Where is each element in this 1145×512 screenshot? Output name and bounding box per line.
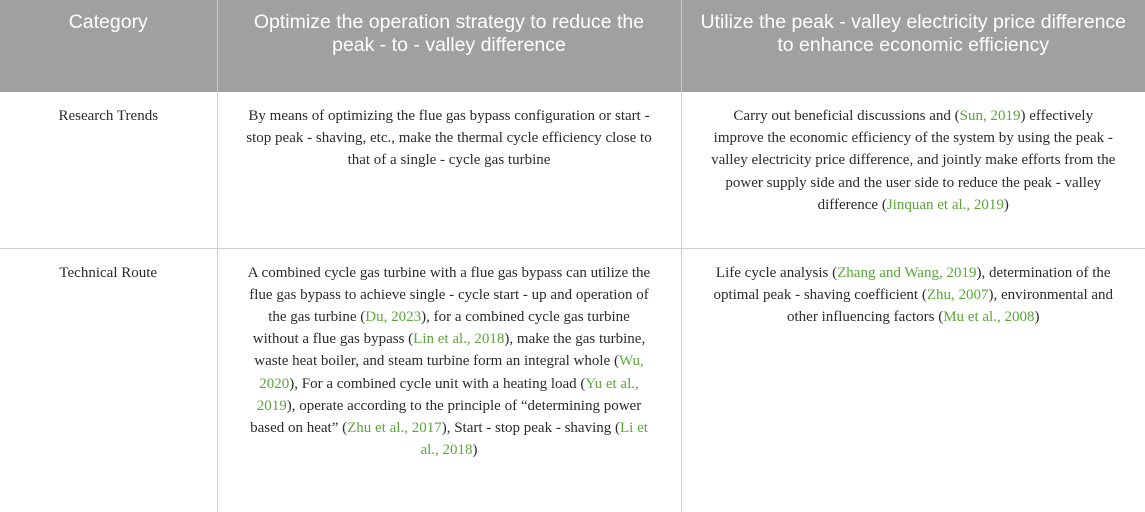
cell-text	[710, 262, 1118, 329]
citation-link[interactable]: Zhu, 2007	[926, 286, 989, 303]
header-category	[0, 0, 217, 92]
row-cell-optimize	[217, 92, 681, 248]
citation-link[interactable]: Lin et al., 2018	[413, 331, 505, 348]
citation-link[interactable]: Wu, 2020	[259, 353, 644, 392]
citation-link[interactable]: Jinquan et al., 2019	[886, 196, 1004, 213]
cell-text-segment: Life cycle analysis (	[715, 264, 838, 281]
header-price-difference	[681, 0, 1145, 92]
cell-text-segment: ), operate according to the principle of “determining power based on heat” (	[250, 397, 642, 436]
cell-text	[710, 105, 1118, 216]
row-cell-price	[681, 248, 1145, 512]
header-category-label: Category	[68, 11, 148, 33]
row-cell-price	[681, 92, 1145, 248]
row-category-cell	[0, 92, 217, 248]
cell-text-segment: )	[472, 442, 478, 459]
cell-text-segment: )	[1003, 196, 1009, 213]
table-row	[0, 92, 1145, 248]
citation-link[interactable]: Zhu et al., 2017	[347, 419, 442, 436]
cell-text-segment: ) effectively improve the economic efficiency of the system by using the peak - valley electricity price difference, and jointly make efforts from the power supply side and the user side to reduce the peak - valley difference (	[711, 108, 1116, 213]
cell-text-segment: )	[1034, 308, 1040, 325]
row-category-cell	[0, 248, 217, 512]
cell-text-segment: A combined cycle gas turbine with a flue gas bypass can utilize the flue gas bypass to achieve single - cycle start - up and operation of the gas turbine (	[247, 264, 651, 325]
header-row	[0, 0, 1145, 92]
cell-text-segment: ), determination of the optimal peak - shaving coefficient (	[713, 264, 1111, 303]
cell-text-segment: Carry out beneficial discussions and (	[733, 108, 960, 124]
cell-text-segment: By means of optimizing the flue gas bypass configuration or start - stop peak - shaving, etc., make the thermal cycle efficiency close to that of a single - cycle gas turbine	[246, 108, 652, 169]
header-optimize-strategy	[217, 0, 681, 92]
cell-text-segment: ), make the gas turbine, waste heat boiler, and steam turbine form an integral whole (	[254, 331, 646, 370]
row-category-label: Technical Route	[59, 264, 158, 281]
citation-link[interactable]: Yu et al., 2019	[256, 375, 639, 414]
header-optimize-strategy-label: Optimize the operation strategy to reduce the peak - to - valley difference	[253, 11, 645, 56]
row-category-label: Research Trends	[58, 108, 159, 124]
citation-link[interactable]: Sun, 2019	[959, 108, 1021, 124]
cell-text-segment: ), environmental and other influencing factors (	[787, 286, 1114, 325]
citation-link[interactable]: Zhang and Wang, 2019	[837, 264, 977, 281]
cell-text-segment: ), for a combined cycle gas turbine without a flue gas bypass (	[252, 308, 630, 348]
row-cell-optimize	[217, 248, 681, 512]
citation-link[interactable]: Du, 2023	[365, 308, 422, 325]
cell-text-segment: ), Start - stop peak - shaving (	[441, 419, 620, 436]
cell-text-segment: ), For a combined cycle unit with a heating load (	[289, 375, 586, 392]
citation-link[interactable]: Mu et al., 2008	[943, 308, 1035, 325]
table-body	[0, 92, 1145, 512]
header-price-difference-label: Utilize the peak - valley electricity price difference to enhance economic efficiency	[700, 11, 1127, 56]
cell-text	[246, 105, 653, 172]
table-header	[0, 0, 1145, 92]
citation-link[interactable]: Li et al., 2018	[420, 419, 648, 459]
table-row	[0, 248, 1145, 512]
cell-text	[246, 262, 653, 462]
